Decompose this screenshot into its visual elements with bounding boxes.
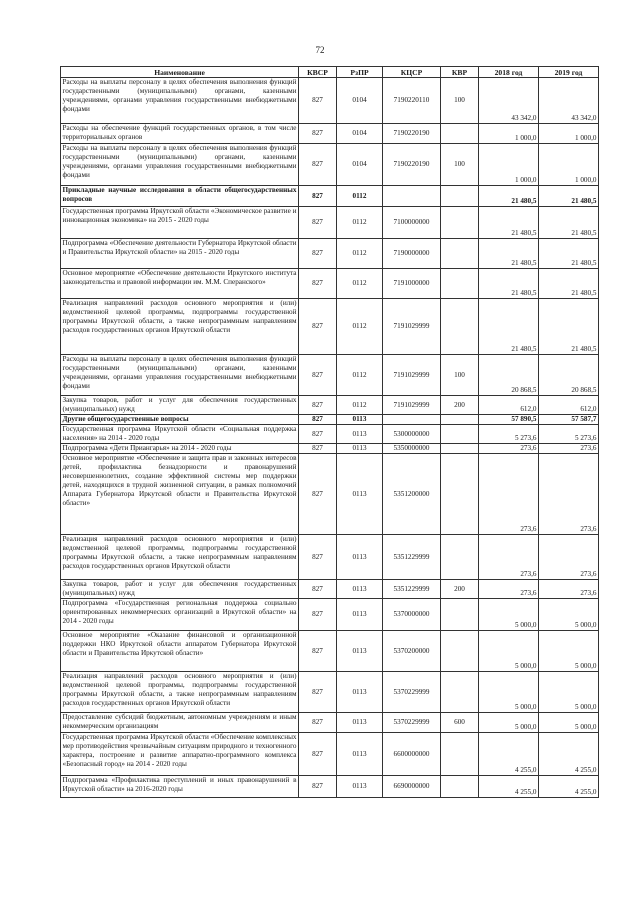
row-kvr	[441, 672, 479, 713]
row-kvsr: 827	[299, 599, 337, 631]
row-kvr	[441, 535, 479, 580]
row-2018: 5 273,6	[479, 425, 539, 444]
row-2018: 20 868,5	[479, 355, 539, 396]
row-2019: 21 480,5	[539, 269, 599, 299]
row-name: Реализация направлений расходов основного мероприятия и (или) ведомственной целевой программы, подпрограммы государственной программы Иркутской области, а также непрограммным направлениям расходов государственных органов Иркутской области	[61, 672, 299, 713]
row-2019: 21 480,5	[539, 299, 599, 355]
row-kvr: 100	[441, 355, 479, 396]
row-name: Основное мероприятие «Обеспечение и защита прав и законных интересов детей, профилактика безнадзорности и правонарушений несовершеннолетних, создание эффективной системы мер поддержки детей, находящихся в трудной жизненной ситуации, в рамках полномочий Аппарата Губернатора Иркутской области и Правительства Иркутской области»	[61, 454, 299, 535]
row-kvr	[441, 299, 479, 355]
row-kvsr: 827	[299, 444, 337, 454]
table-row	[61, 415, 599, 425]
row-rzpr: 0113	[337, 425, 383, 444]
row-kvr	[441, 631, 479, 672]
row-kcsr: 6690000000	[383, 776, 441, 798]
row-kcsr: 7100000000	[383, 207, 441, 239]
col-header-2019: 2019 год	[539, 67, 599, 78]
table-row	[61, 631, 599, 672]
budget-table	[60, 66, 599, 798]
row-kvr: 100	[441, 144, 479, 186]
row-kvsr: 827	[299, 425, 337, 444]
row-2019: 57 587,7	[539, 415, 599, 425]
row-kvsr: 827	[299, 733, 337, 776]
row-2018: 21 480,5	[479, 239, 539, 269]
row-name: Основное мероприятие «Оказание финансовой и организационной поддержки НКО Иркутской области аппаратом Губернатора Иркутской области и Правительства Иркутской области»	[61, 631, 299, 672]
row-name: Реализация направлений расходов основного мероприятия и (или) ведомственной целевой программы, подпрограммы государственной программы Иркутской области, а также непрограммным направлениям расходов государственных органов Иркутской области	[61, 299, 299, 355]
row-kcsr: 7190220110	[383, 78, 441, 124]
row-kcsr: 7191029999	[383, 355, 441, 396]
row-kvr	[441, 599, 479, 631]
col-header-kvsr: КВСР	[299, 67, 337, 78]
table-row	[61, 207, 599, 239]
row-kcsr: 7190220190	[383, 124, 441, 144]
row-kvr	[441, 186, 479, 207]
row-kcsr	[383, 415, 441, 425]
row-2019: 5 000,0	[539, 631, 599, 672]
row-2018: 43 342,0	[479, 78, 539, 124]
row-kvr	[441, 454, 479, 535]
row-2019: 21 480,5	[539, 207, 599, 239]
row-2018: 273,6	[479, 535, 539, 580]
row-kvsr: 827	[299, 144, 337, 186]
row-rzpr: 0112	[337, 239, 383, 269]
table-header	[61, 67, 599, 78]
row-rzpr: 0113	[337, 672, 383, 713]
row-name: Подпрограмма «Профилактика преступлений и иных правонарушений в Иркутской области» на 2016-2020 годы	[61, 776, 299, 798]
row-2019: 21 480,5	[539, 239, 599, 269]
row-kvsr: 827	[299, 124, 337, 144]
row-kvsr: 827	[299, 396, 337, 415]
row-kvsr: 827	[299, 355, 337, 396]
row-kcsr: 5370000000	[383, 599, 441, 631]
row-name: Подпрограмма «Обеспечение деятельности Губернатора Иркутской области и Правительства Иркутской области» на 2015 - 2020 годы	[61, 239, 299, 269]
row-name: Реализация направлений расходов основного мероприятия и (или) ведомственной целевой программы, подпрограммы государственной программы Иркутской области, а также непрограммным направлениям расходов государственных органов Иркутской области	[61, 535, 299, 580]
col-header-name: Наименование	[61, 67, 299, 78]
row-2018: 1 000,0	[479, 144, 539, 186]
row-name: Прикладные научные исследования в области общегосударственных вопросов	[61, 186, 299, 207]
row-2019: 5 000,0	[539, 713, 599, 733]
row-2018: 21 480,5	[479, 269, 539, 299]
row-kcsr: 5300000000	[383, 425, 441, 444]
table-row	[61, 144, 599, 186]
row-rzpr: 0113	[337, 444, 383, 454]
row-name: Государственная программа Иркутской области «Обеспечение комплексных мер противодействия чрезвычайным ситуациям природного и техногенного характера, построение и развитие аппаратно-программного комплекса «Безопасный город» на 2014 - 2020 годы	[61, 733, 299, 776]
row-2018: 5 000,0	[479, 672, 539, 713]
row-2018: 273,6	[479, 580, 539, 599]
row-2018: 273,6	[479, 444, 539, 454]
row-kcsr: 7190000000	[383, 239, 441, 269]
row-name: Основное мероприятие «Обеспечение деятельности Иркутского института законодательства и правовой информации им. М.М. Сперанского»	[61, 269, 299, 299]
row-2019: 273,6	[539, 580, 599, 599]
row-kvr	[441, 415, 479, 425]
row-kvr: 200	[441, 580, 479, 599]
row-kvr	[441, 444, 479, 454]
row-rzpr: 0104	[337, 124, 383, 144]
row-name: Расходы на выплаты персоналу в целях обеспечения выполнения функций государственными (муниципальными) органами, казенными учреждениями, органами управления государственными внебюджетными фондами	[61, 144, 299, 186]
table-row	[61, 78, 599, 124]
row-2019: 21 480,5	[539, 186, 599, 207]
row-kvsr: 827	[299, 631, 337, 672]
row-2018: 4 255,0	[479, 733, 539, 776]
row-name: Подпрограмма «Дети Приангарья» на 2014 - 2020 годы	[61, 444, 299, 454]
row-name: Расходы на выплаты персоналу в целях обеспечения выполнения функций государственными (муниципальными) органами, казенными учреждениями, органами управления государственными внебюджетными фондами	[61, 78, 299, 124]
row-kvr: 600	[441, 713, 479, 733]
row-rzpr: 0113	[337, 733, 383, 776]
row-2019: 4 255,0	[539, 733, 599, 776]
row-2019: 273,6	[539, 444, 599, 454]
col-header-2018: 2018 год	[479, 67, 539, 78]
row-name: Государственная программа Иркутской области «Социальная поддержка населения» на 2014 - 2020 годы	[62, 425, 297, 442]
row-2019: 1 000,0	[539, 144, 599, 186]
row-2019: 5 273,6	[539, 425, 599, 444]
table-row	[61, 124, 599, 144]
row-kvsr: 827	[299, 299, 337, 355]
row-name: Предоставление субсидий бюджетным, автономным учреждениям и иным некоммерческим организациям	[61, 713, 299, 733]
row-rzpr: 0113	[337, 454, 383, 535]
row-kcsr: 7190220190	[383, 144, 441, 186]
table-row	[61, 355, 599, 396]
table-row	[61, 425, 599, 444]
row-rzpr: 0112	[337, 207, 383, 239]
row-name: Государственная программа Иркутской области «Экономическое развитие и инновационная экономика» на 2015 - 2020 годы	[61, 207, 299, 239]
row-name: Другие общегосударственные вопросы	[61, 415, 299, 425]
row-rzpr: 0112	[337, 299, 383, 355]
row-2019: 1 000,0	[539, 124, 599, 144]
row-2018: 612,0	[479, 396, 539, 415]
row-2018: 57 890,5	[479, 415, 539, 425]
row-rzpr: 0112	[337, 396, 383, 415]
table-row	[61, 454, 599, 535]
row-2018: 5 000,0	[479, 599, 539, 631]
table-row	[61, 299, 599, 355]
row-kvsr: 827	[299, 776, 337, 798]
table-row	[61, 535, 599, 580]
col-header-kvr: КВР	[441, 67, 479, 78]
table-row	[61, 733, 599, 776]
row-2018: 273,6	[479, 454, 539, 535]
row-kvsr: 827	[299, 78, 337, 124]
row-rzpr: 0113	[337, 599, 383, 631]
row-kvsr: 827	[299, 239, 337, 269]
row-kvr: 200	[441, 396, 479, 415]
row-kcsr	[383, 186, 441, 207]
row-2019: 273,6	[539, 454, 599, 535]
row-kvr	[441, 425, 479, 444]
table-row	[61, 672, 599, 713]
row-kvr	[441, 269, 479, 299]
row-rzpr: 0112	[337, 186, 383, 207]
row-kvsr: 827	[299, 207, 337, 239]
row-2019: 4 255,0	[539, 776, 599, 798]
row-kcsr: 5370229999	[383, 672, 441, 713]
row-kvr	[441, 207, 479, 239]
row-2019: 20 868,5	[539, 355, 599, 396]
table-row	[61, 444, 599, 454]
row-name: Расходы на обеспечение функций государственных органов, в том числе территориальных органов	[61, 124, 299, 144]
row-rzpr: 0104	[337, 78, 383, 124]
row-kcsr: 5370200000	[383, 631, 441, 672]
row-kvr: 100	[441, 78, 479, 124]
table-row	[61, 396, 599, 415]
row-2019: 5 000,0	[539, 599, 599, 631]
row-2019: 612,0	[539, 396, 599, 415]
row-name: Подпрограмма «Государственная региональная поддержка социально ориентированных некоммерческих организаций в Иркутской области» на 2014 - 2020 годы	[61, 599, 299, 631]
row-2018: 4 255,0	[479, 776, 539, 798]
row-kcsr: 5350000000	[383, 444, 441, 454]
row-kvsr: 827	[299, 713, 337, 733]
row-2018: 21 480,5	[479, 299, 539, 355]
row-rzpr: 0112	[337, 355, 383, 396]
row-kvr	[441, 733, 479, 776]
row-kcsr: 5351229999	[383, 535, 441, 580]
row-kcsr: 7191029999	[383, 396, 441, 415]
row-kvsr: 827	[299, 269, 337, 299]
row-kcsr: 5370229999	[383, 713, 441, 733]
row-kvr	[441, 239, 479, 269]
row-rzpr: 0113	[337, 713, 383, 733]
table-row	[61, 580, 599, 599]
row-name: Закупка товаров, работ и услуг для обеспечения государственных (муниципальных) нужд	[62, 396, 297, 413]
row-kvsr: 827	[299, 672, 337, 713]
table-row	[61, 186, 599, 207]
row-kcsr: 6600000000	[383, 733, 441, 776]
row-2018: 5 000,0	[479, 713, 539, 733]
row-kvr	[441, 124, 479, 144]
row-kvsr: 827	[299, 415, 337, 425]
row-2018: 5 000,0	[479, 631, 539, 672]
row-name: Закупка товаров, работ и услуг для обеспечения государственных (муниципальных) нужд	[62, 580, 297, 597]
col-header-rzpr: РзПР	[337, 67, 383, 78]
row-rzpr: 0113	[337, 631, 383, 672]
table-row	[61, 599, 599, 631]
row-name: Расходы на выплаты персоналу в целях обеспечения выполнения функций государственными (муниципальными) органами, казенными учреждениями, органами управления государственными внебюджетными фондами	[61, 355, 299, 396]
row-2019: 273,6	[539, 535, 599, 580]
row-rzpr: 0104	[337, 144, 383, 186]
table-row	[61, 269, 599, 299]
row-rzpr: 0113	[337, 776, 383, 798]
row-kvsr: 827	[299, 454, 337, 535]
row-kcsr: 5351229999	[383, 580, 441, 599]
row-kvsr: 827	[299, 580, 337, 599]
row-2019: 5 000,0	[539, 672, 599, 713]
row-kvsr: 827	[299, 186, 337, 207]
row-2018: 21 480,5	[479, 207, 539, 239]
row-2018: 21 480,5	[479, 186, 539, 207]
table-row	[61, 776, 599, 798]
row-rzpr: 0113	[337, 580, 383, 599]
page-number: 72	[315, 45, 325, 55]
row-kcsr: 7191000000	[383, 269, 441, 299]
row-kvr	[441, 776, 479, 798]
row-kcsr: 7191029999	[383, 299, 441, 355]
table-row	[61, 713, 599, 733]
row-2018: 1 000,0	[479, 124, 539, 144]
col-header-kcsr: КЦСР	[383, 67, 441, 78]
row-kvsr: 827	[299, 535, 337, 580]
row-rzpr: 0112	[337, 269, 383, 299]
row-rzpr: 0113	[337, 415, 383, 425]
row-kcsr: 5351200000	[383, 454, 441, 535]
table-row	[61, 239, 599, 269]
row-2019: 43 342,0	[539, 78, 599, 124]
row-rzpr: 0113	[337, 535, 383, 580]
